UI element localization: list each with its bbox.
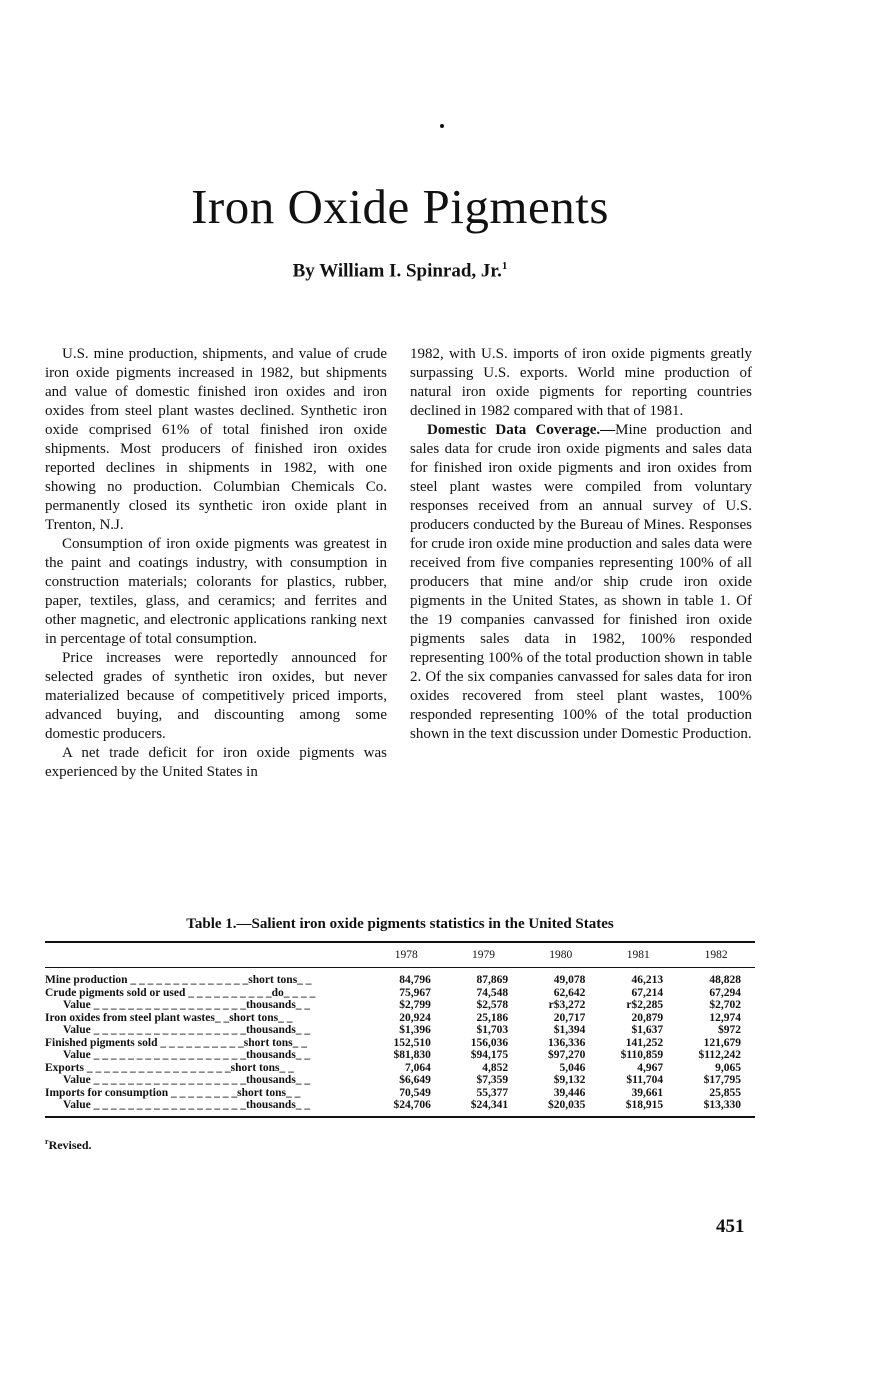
paragraph: Consumption of iron oxide pigments was greatest in the paint and coatings industry, with consumption in construction materials; colorants for plastics, rubber, paper, textiles, glass, and ceramics; and ferrites and other magnetic, and electronic applications ranking next in percentage of total consumption. xyxy=(45,536,387,647)
cell-value: $6,649 xyxy=(399,1074,431,1086)
cell-value: $1,396 xyxy=(399,1024,431,1036)
cell-value: 20,924 xyxy=(399,1011,431,1024)
cell-value: 48,828 xyxy=(709,974,741,986)
cell-value: $110,859 xyxy=(620,1049,664,1061)
table-row xyxy=(45,1012,755,1025)
cell-value: $97,270 xyxy=(548,1049,586,1061)
cell-value: 84,796 xyxy=(399,974,431,986)
row-label: Crude pigments sold or used _ _ _ _ _ _ _ _ _ _do_ _ _ _ xyxy=(45,986,316,999)
paragraph: U.S. mine production, shipments, and value of crude iron oxide pigments increased in 1982, but shipments and value of domestic finished iron oxides and iron oxides from steel plant wastes declined. Synthetic iron oxide comprised 61% of total finished iron oxide shipments. Most producers of finished iron oxides reported declines in shipments in 1982, with one showing no production. Columbian Chemicals Co. permanently closed its synthetic iron oxide plant in Trenton, N.J. xyxy=(45,346,387,533)
cell-value: $94,175 xyxy=(470,1049,509,1061)
author-byline xyxy=(0,260,800,282)
table-row xyxy=(45,1024,755,1037)
cell-value: 20,879 xyxy=(631,1011,664,1024)
section-heading: Domestic Data Coverage.— xyxy=(427,422,616,438)
cell-value: $972 xyxy=(718,1024,741,1036)
row-label: Mine production _ _ _ _ _ _ _ _ _ _ _ _ _ _short tons_ _ xyxy=(45,974,312,986)
cell-value: $9,132 xyxy=(553,1074,586,1086)
table-row xyxy=(45,987,755,1000)
cell-value: 25,855 xyxy=(709,1086,741,1099)
cell-value: $2,799 xyxy=(399,999,431,1011)
salient-statistics-table xyxy=(45,941,755,1118)
row-label: Iron oxides from steel plant wastes_ _short tons_ _ xyxy=(45,1011,293,1024)
row-label: Value _ _ _ _ _ _ _ _ _ _ _ _ _ _ _ _ _ _thousands_ _ xyxy=(63,1099,311,1111)
paragraph: Price increases were reportedly announced for selected grades of synthetic iron oxides, but never materialized because of competitively priced imports, advanced buying, and discounting among some domestic producers. xyxy=(45,650,387,742)
cell-value: 121,679 xyxy=(703,1036,741,1049)
table-row xyxy=(45,999,755,1012)
column-header: 1981 xyxy=(626,949,650,961)
footnote-text: Revised. xyxy=(48,1138,92,1152)
table-row xyxy=(45,1062,755,1075)
cell-value: 70,549 xyxy=(399,1086,431,1099)
footnote-mark: r xyxy=(45,1137,49,1146)
cell-value: 12,974 xyxy=(709,1011,741,1024)
row-label: Finished pigments sold _ _ _ _ _ _ _ _ _ _short tons_ _ xyxy=(45,1036,307,1049)
table-row xyxy=(45,968,755,987)
cell-value: 25,186 xyxy=(476,1011,509,1024)
column-header: 1979 xyxy=(471,949,495,961)
cell-value: 5,046 xyxy=(559,1061,586,1074)
cell-value: 39,446 xyxy=(553,1086,586,1099)
right-column xyxy=(410,345,752,744)
cell-value: $112,242 xyxy=(698,1049,741,1061)
cell-value: $17,795 xyxy=(703,1074,741,1086)
cell-value: $7,359 xyxy=(476,1074,509,1086)
table-row xyxy=(45,1049,755,1062)
cell-value: $1,637 xyxy=(631,1024,664,1036)
cell-value: $24,341 xyxy=(470,1099,509,1111)
paragraph xyxy=(410,421,752,744)
cell-value: $13,330 xyxy=(703,1099,741,1111)
left-column xyxy=(45,345,387,782)
row-label: Value _ _ _ _ _ _ _ _ _ _ _ _ _ _ _ _ _ _thousands_ _ xyxy=(63,1049,311,1061)
cell-value: 75,967 xyxy=(399,986,431,999)
cell-value: $1,394 xyxy=(553,1024,586,1036)
row-label: Value _ _ _ _ _ _ _ _ _ _ _ _ _ _ _ _ _ _thousands_ _ xyxy=(63,1074,311,1086)
page-number: 451 xyxy=(716,1216,745,1237)
cell-value: 74,548 xyxy=(476,986,509,999)
column-header: 1980 xyxy=(549,949,573,961)
row-label: Value _ _ _ _ _ _ _ _ _ _ _ _ _ _ _ _ _ _thousands_ _ xyxy=(63,999,311,1011)
cell-value: 67,294 xyxy=(709,986,741,999)
cell-value: 156,036 xyxy=(470,1036,509,1049)
header-blank xyxy=(45,942,368,968)
table-header-row xyxy=(45,942,755,968)
table-row xyxy=(45,1037,755,1050)
cell-value: 87,869 xyxy=(476,974,509,986)
cell-value: 152,510 xyxy=(393,1036,431,1049)
cell-value: 49,078 xyxy=(553,974,586,986)
cell-value: 9,065 xyxy=(715,1061,741,1074)
cell-value: 4,967 xyxy=(637,1061,664,1074)
paragraph: 1982, with U.S. imports of iron oxide pigments greatly surpassing U.S. exports. World mine production of natural iron oxide pigments for reporting countries declined in 1982 compared with that of 1981. xyxy=(410,346,752,419)
print-speck xyxy=(440,124,444,128)
cell-value: 62,642 xyxy=(553,986,586,999)
cell-value: r$3,272 xyxy=(548,999,586,1011)
cell-value: r$2,285 xyxy=(626,999,664,1011)
table-row xyxy=(45,1074,755,1087)
author-name: By William I. Spinrad, Jr. xyxy=(292,260,502,282)
section-text: Mine production and sales data for crude iron oxide pigments and sales data for finished iron oxide pigments and iron oxides from steel plant wastes were compiled from voluntary responses received from an annual survey of U.S. producers conducted by the Bureau of Mines. Responses for crude iron oxide mine production and sales data were received from five companies representing 100% of all producers that mine and/or ship crude iron oxide pigments in the United States, as shown in table 1. Of the 19 companies canvassed for finished iron oxide pigments sales data in 1982, 100% responded representing 100% of the total production shown in table 2. Of the six companies canvassed for sales data for iron oxides recovered from steel plant wastes, 100% responded representing 100% of the total production shown in the text discussion under Domestic Production. xyxy=(410,422,752,742)
table-row xyxy=(45,1099,755,1117)
table-body xyxy=(45,968,755,1117)
cell-value: $20,035 xyxy=(548,1099,586,1111)
cell-value: $2,578 xyxy=(476,999,509,1011)
cell-value: $24,706 xyxy=(393,1099,431,1111)
cell-value: $11,704 xyxy=(626,1074,664,1086)
cell-value: 4,852 xyxy=(482,1061,509,1074)
row-label: Imports for consumption _ _ _ _ _ _ _ _short tons_ _ xyxy=(45,1086,301,1099)
cell-value: 7,064 xyxy=(404,1061,431,1074)
column-header: 1982 xyxy=(704,949,728,961)
article-title: Iron Oxide Pigments xyxy=(191,179,609,234)
table-caption: Table 1.—Salient iron oxide pigments statistics in the United States xyxy=(186,916,614,932)
cell-value: 136,336 xyxy=(548,1036,586,1049)
column-header: 1978 xyxy=(394,949,418,961)
table-footnote xyxy=(45,1137,92,1153)
table-row xyxy=(45,1087,755,1100)
cell-value: $2,702 xyxy=(709,999,741,1011)
cell-value: 67,214 xyxy=(631,986,664,999)
author-footnote-mark: 1 xyxy=(501,260,508,272)
cell-value: 55,377 xyxy=(476,1086,509,1099)
cell-value: 20,717 xyxy=(553,1011,586,1024)
cell-value: $81,830 xyxy=(393,1049,431,1061)
row-label: Exports _ _ _ _ _ _ _ _ _ _ _ _ _ _ _ _ _short tons_ _ xyxy=(45,1061,294,1074)
row-label: Value _ _ _ _ _ _ _ _ _ _ _ _ _ _ _ _ _ _thousands_ _ xyxy=(63,1024,311,1036)
cell-value: 46,213 xyxy=(631,974,664,986)
paragraph: A net trade deficit for iron oxide pigments was experienced by the United States in xyxy=(45,745,387,780)
cell-value: $18,915 xyxy=(625,1099,664,1111)
cell-value: 39,661 xyxy=(631,1086,664,1099)
cell-value: 141,252 xyxy=(625,1036,664,1049)
cell-value: $1,703 xyxy=(476,1024,509,1036)
